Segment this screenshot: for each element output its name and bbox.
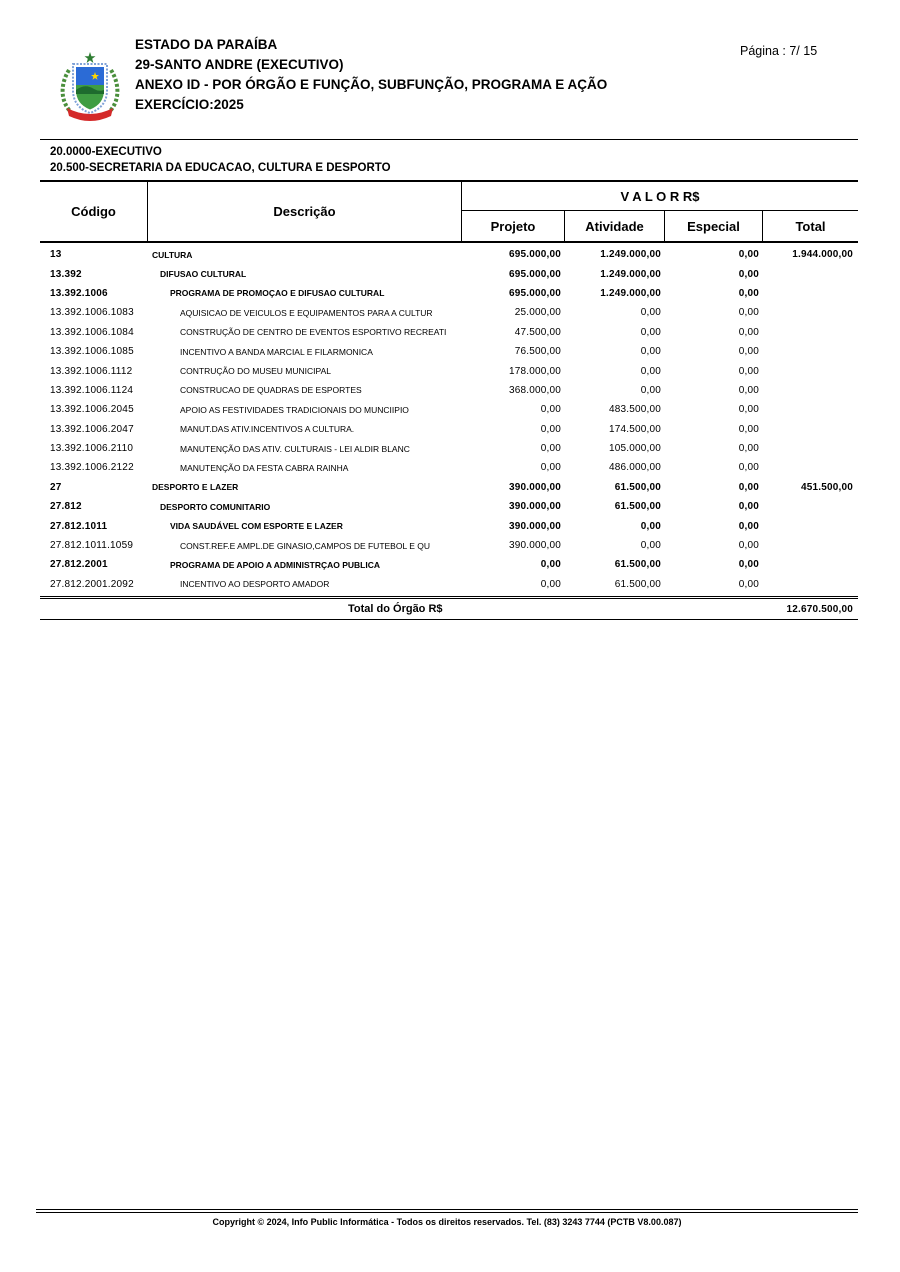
row-description: MANUTENÇÃO DAS ATIV. CULTURAIS - LEI ALDIR BLANC: [180, 443, 410, 454]
row-especial-value: 0,00: [738, 578, 759, 590]
header-annex-title: ANEXO ID - POR ÓRGÃO E FUNÇÃO, SUBFUNÇÃO, PROGRAMA E AÇÃO: [135, 77, 608, 92]
row-projeto-value: 47.500,00: [514, 326, 561, 338]
row-especial-value: 0,00: [738, 287, 759, 299]
row-atividade-value: 0,00: [640, 326, 661, 338]
organ-box: [40, 139, 858, 180]
row-code: 13.392.1006.1085: [50, 346, 134, 358]
row-atividade-value: 174.500,00: [608, 423, 661, 435]
row-code: 13.392.1006.1083: [50, 307, 134, 319]
table-row: [40, 536, 858, 555]
table-row: [40, 400, 858, 419]
row-code: 13.392.1006.2122: [50, 462, 134, 474]
row-code: 13: [50, 249, 62, 261]
table-row: [40, 555, 858, 574]
row-description: CONSTRUCAO DE QUADRAS DE ESPORTES: [180, 385, 362, 396]
row-atividade-value: 0,00: [640, 307, 661, 319]
col-group-valor: [462, 182, 858, 241]
row-projeto-value: 25.000,00: [514, 307, 561, 319]
row-especial-value: 0,00: [738, 501, 759, 513]
row-total-value: 1.944.000,00: [792, 249, 853, 261]
row-code: 13.392.1006.1084: [50, 326, 134, 338]
row-atividade-value: 0,00: [640, 346, 661, 358]
col-header-descricao: Descrição: [148, 182, 462, 241]
row-especial-value: 0,00: [738, 462, 759, 474]
row-projeto-value: 0,00: [540, 404, 561, 416]
row-description: AQUISICAO DE VEICULOS E EQUIPAMENTOS PARA A CULTUR: [180, 307, 433, 318]
header-state: ESTADO DA PARAÍBA: [135, 37, 278, 52]
table-row: [40, 323, 858, 342]
row-projeto-value: 390.000,00: [508, 501, 561, 513]
organ-line-executivo: 20.0000-EXECUTIVO: [50, 146, 162, 158]
row-especial-value: 0,00: [738, 326, 759, 338]
footer-copyright: Copyright © 2024, Info Public Informática - Todos os direitos reservados. Tel. (83) 3243 7744 (PCTB V8.00.087): [212, 1217, 682, 1227]
row-atividade-value: 105.000,00: [608, 443, 661, 455]
row-atividade-value: 0,00: [640, 365, 661, 377]
table-row: [40, 420, 858, 439]
table-row: [40, 478, 858, 497]
row-description: VIDA SAUDÁVEL COM ESPORTE E LAZER: [170, 521, 343, 532]
row-description: PROGRAMA DE PROMOÇAO E DIFUSAO CULTURAL: [170, 288, 385, 299]
row-projeto-value: 368.000,00: [508, 384, 561, 396]
row-atividade-value: 1.249.000,00: [600, 268, 661, 280]
row-code: 27.812.2001: [50, 559, 108, 571]
row-description: CONST.REF.E AMPL.DE GINASIO,CAMPOS DE FUTEBOL E QU: [180, 540, 431, 551]
col-header-especial: Especial: [665, 211, 763, 241]
row-description: CULTURA: [152, 249, 193, 260]
table-row: [40, 497, 858, 516]
row-projeto-value: 0,00: [540, 443, 561, 455]
row-especial-value: 0,00: [738, 249, 759, 261]
row-code: 13.392.1006.2047: [50, 423, 134, 435]
row-projeto-value: 390.000,00: [508, 481, 561, 493]
organ-line-secretaria: 20.500-SECRETARIA DA EDUCACAO, CULTURA E DESPORTO: [50, 162, 391, 174]
row-atividade-value: 0,00: [640, 520, 661, 532]
row-projeto-value: 695.000,00: [508, 249, 561, 261]
row-description: DESPORTO COMUNITARIO: [160, 501, 271, 512]
row-especial-value: 0,00: [738, 443, 759, 455]
row-description: INCENTIVO A BANDA MARCIAL E FILARMONICA: [180, 346, 373, 357]
organ-total-label: Total do Órgão R$: [348, 603, 443, 616]
table-row: [40, 361, 858, 380]
row-description: MANUT.DAS ATIV.INCENTIVOS A CULTURA.: [180, 424, 355, 435]
row-projeto-value: 0,00: [540, 559, 561, 571]
page-number: Página : 7/ 15: [740, 44, 818, 58]
col-header-projeto: Projeto: [462, 211, 565, 241]
row-description: APOIO AS FESTIVIDADES TRADICIONAIS DO MUNCIIPIO: [180, 404, 409, 415]
row-projeto-value: 0,00: [540, 462, 561, 474]
col-header-codigo: Código: [40, 182, 148, 241]
row-code: 13.392.1006.1112: [50, 365, 133, 377]
row-atividade-value: 61.500,00: [614, 578, 661, 590]
table-row: [40, 245, 858, 264]
row-especial-value: 0,00: [738, 520, 759, 532]
row-code: 27.812: [50, 501, 82, 513]
table-row: [40, 284, 858, 303]
table-row: [40, 439, 858, 458]
table-row: [40, 381, 858, 400]
table-row: [40, 303, 858, 322]
row-projeto-value: 0,00: [540, 578, 561, 590]
row-code: 27.812.2001.2092: [50, 578, 134, 590]
row-especial-value: 0,00: [738, 346, 759, 358]
header-entity: 29-SANTO ANDRE (EXECUTIVO): [135, 57, 344, 72]
organ-total-value: 12.670.500,00: [786, 603, 853, 615]
row-code: 13.392.1006.2045: [50, 404, 134, 416]
row-description: PROGRAMA DE APOIO A ADMINISTRÇAO PUBLICA: [170, 559, 380, 570]
table-row: [40, 342, 858, 361]
col-header-atividade: Atividade: [565, 211, 665, 241]
table-header: [40, 182, 858, 243]
table-row: [40, 458, 858, 477]
footer-divider: [36, 1209, 858, 1213]
row-especial-value: 0,00: [738, 307, 759, 319]
row-projeto-value: 390.000,00: [508, 540, 561, 552]
row-projeto-value: 695.000,00: [508, 268, 561, 280]
row-especial-value: 0,00: [738, 268, 759, 280]
row-especial-value: 0,00: [738, 481, 759, 493]
row-projeto-value: 76.500,00: [514, 346, 561, 358]
row-code: 13.392.1006.2110: [50, 443, 134, 455]
row-code: 27.812.1011: [50, 520, 108, 532]
row-especial-value: 0,00: [738, 384, 759, 396]
row-especial-value: 0,00: [738, 404, 759, 416]
row-atividade-value: 0,00: [640, 540, 661, 552]
row-code: 27: [50, 481, 62, 493]
row-projeto-value: 0,00: [540, 423, 561, 435]
row-description: DESPORTO E LAZER: [152, 482, 239, 493]
table-row: [40, 516, 858, 535]
paraiba-coat-of-arms-icon: [54, 50, 126, 124]
row-projeto-value: 695.000,00: [508, 287, 561, 299]
row-atividade-value: 1.249.000,00: [600, 249, 661, 261]
row-especial-value: 0,00: [738, 423, 759, 435]
row-code: 13.392: [50, 268, 82, 280]
row-atividade-value: 1.249.000,00: [600, 287, 661, 299]
row-atividade-value: 0,00: [640, 384, 661, 396]
row-atividade-value: 61.500,00: [614, 481, 661, 493]
row-code: 27.812.1011.1059: [50, 540, 134, 552]
row-description: MANUTENÇÃO DA FESTA CABRA RAINHA: [180, 462, 349, 473]
header-exercise: EXERCÍCIO:2025: [135, 97, 244, 112]
row-projeto-value: 178.000,00: [508, 365, 561, 377]
row-code: 13.392.1006: [50, 287, 108, 299]
row-atividade-value: 61.500,00: [614, 501, 661, 513]
table-row: [40, 264, 858, 283]
row-atividade-value: 61.500,00: [614, 559, 661, 571]
row-code: 13.392.1006.1124: [50, 384, 134, 396]
row-total-value: 451.500,00: [800, 481, 853, 493]
row-especial-value: 0,00: [738, 540, 759, 552]
budget-table: [40, 180, 858, 620]
row-projeto-value: 390.000,00: [508, 520, 561, 532]
row-description: INCENTIVO AO DESPORTO AMADOR: [180, 579, 330, 590]
table-body: [40, 243, 858, 594]
row-especial-value: 0,00: [738, 559, 759, 571]
col-header-total: Total: [795, 218, 826, 234]
table-row: [40, 575, 858, 594]
row-description: CONSTRUÇÃO DE CENTRO DE EVENTOS ESPORTIVO RECREATI: [180, 327, 447, 338]
organ-total-row: [40, 596, 858, 620]
row-atividade-value: 486.000,00: [608, 462, 661, 474]
row-atividade-value: 483.500,00: [608, 404, 661, 416]
row-description: DIFUSAO CULTURAL: [160, 269, 247, 280]
col-header-valor: V A L O R R$: [462, 182, 858, 211]
row-description: CONTRUÇÃO DO MUSEU MUNICIPAL: [180, 366, 331, 377]
row-especial-value: 0,00: [738, 365, 759, 377]
